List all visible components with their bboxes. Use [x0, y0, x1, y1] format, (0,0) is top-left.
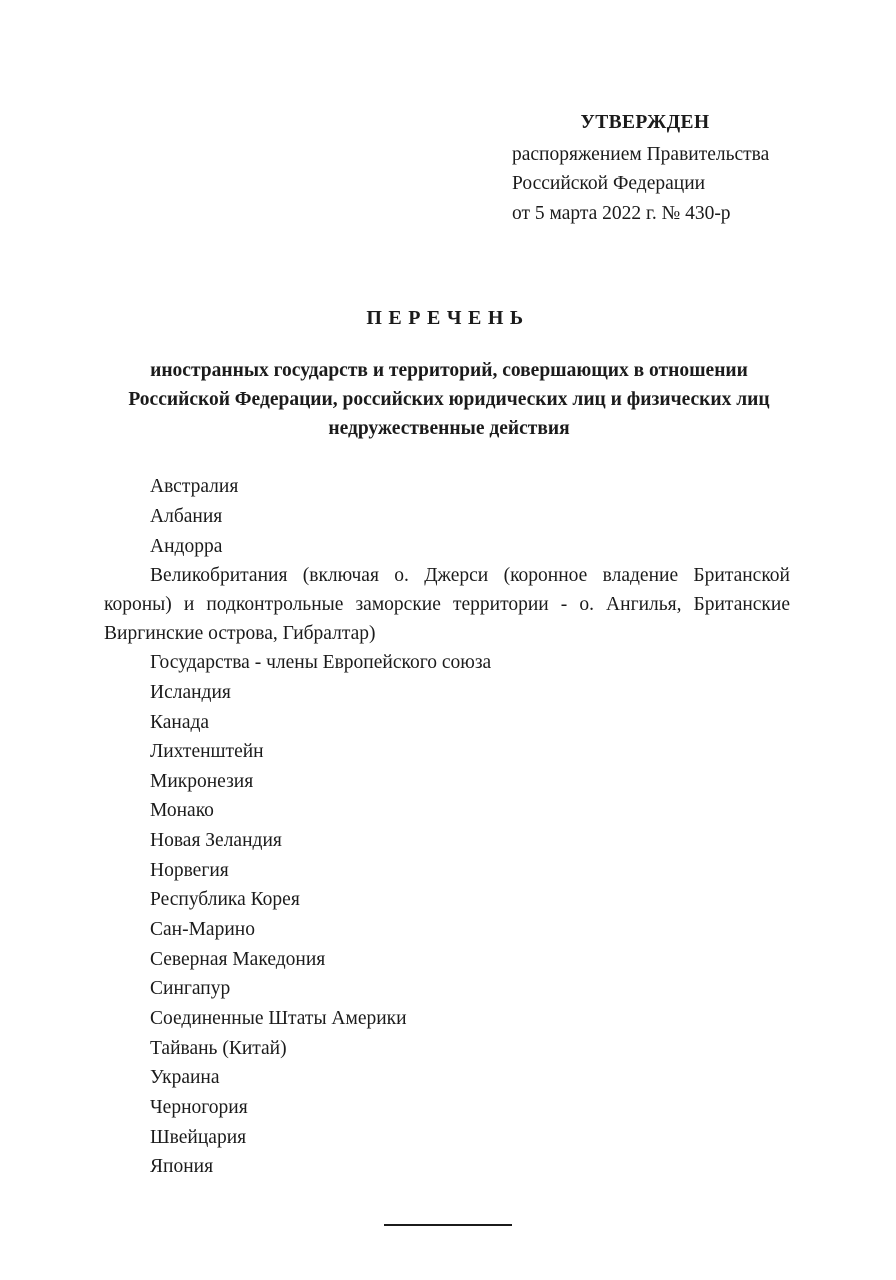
- approval-line-country: Российской Федерации: [512, 173, 706, 195]
- list-item: Норвегия: [150, 859, 229, 881]
- list-item: Монако: [150, 800, 214, 822]
- country-list: [104, 473, 792, 1182]
- list-item: Исландия: [150, 681, 231, 703]
- approval-line-date-number: от 5 марта 2022 г. № 430-р: [512, 202, 731, 224]
- document-subtitle: иностранных государств и территорий, совершающих в отношении Российской Федерации, российских юридических лиц и физических лиц недружественные действия: [128, 359, 770, 439]
- list-item: Албания: [150, 505, 223, 527]
- page-title: ПЕРЕЧЕНЬ: [366, 306, 530, 329]
- list-item: Тайвань (Китай): [150, 1037, 287, 1059]
- approval-line-authority: распоряжением Правительства: [512, 143, 770, 165]
- list-item: Лихтенштейн: [150, 741, 264, 763]
- list-item: Украина: [150, 1067, 220, 1089]
- list-item: Швейцария: [150, 1126, 247, 1148]
- list-item: Республика Корея: [150, 889, 300, 911]
- list-item: Сингапур: [150, 978, 231, 1000]
- list-item: Великобритания (включая о. Джерси (коронное владение Британской короны) и подконтрольные заморские территории - о. Ангилья, Британские Виргинские острова, Гибралтар): [104, 565, 790, 644]
- list-item: Новая Зеландия: [150, 830, 282, 852]
- list-item: Северная Македония: [150, 948, 326, 970]
- list-item: Соединенные Штаты Америки: [150, 1008, 407, 1030]
- list-item: Черногория: [150, 1097, 248, 1119]
- document-end-rule-wrapper: [104, 1224, 792, 1226]
- list-item: Австралия: [150, 476, 239, 498]
- list-item: Микронезия: [150, 770, 254, 792]
- document-end-rule: [384, 1224, 512, 1226]
- approval-title: УТВЕРЖДЕН: [580, 112, 710, 133]
- list-item: Япония: [150, 1156, 214, 1178]
- list-item: Государства - члены Европейского союза: [150, 652, 492, 674]
- list-item: Андорра: [150, 535, 223, 557]
- approval-block: [504, 108, 792, 229]
- list-item: Канада: [150, 711, 210, 733]
- list-item: Сан-Марино: [150, 919, 255, 941]
